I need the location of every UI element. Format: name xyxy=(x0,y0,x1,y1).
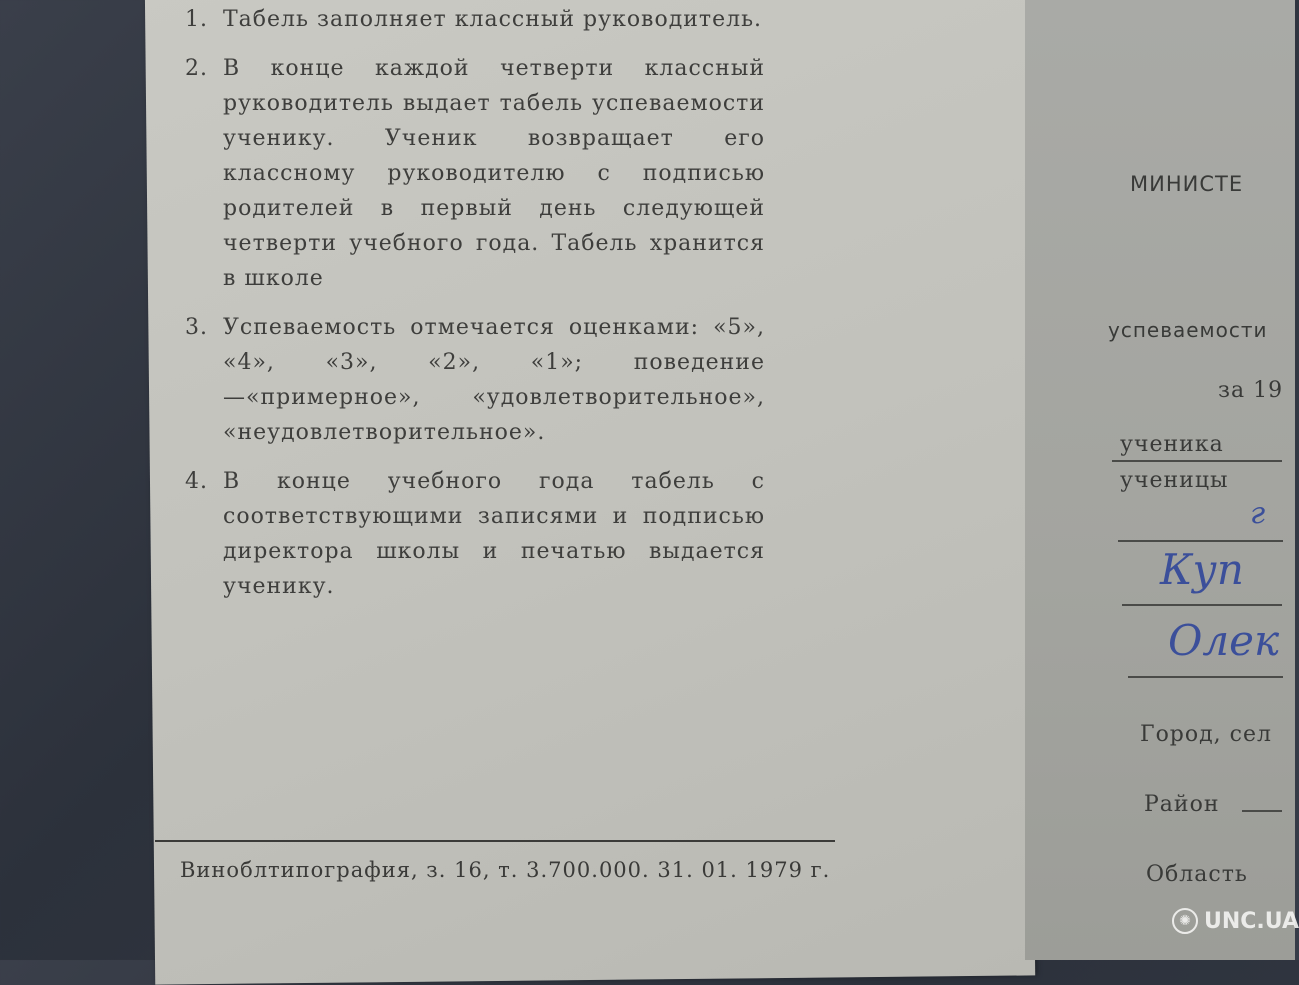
rule-text: Табель заполняет классный руководитель. xyxy=(223,7,763,32)
rule-text: В конце каждой четверти классный руководитель выдает табель успеваемости ученику. Ученик возвращает его классному руководителю с подписью родителей в первый день следующей четверти учебного года. Табель хранится в школе xyxy=(223,56,765,291)
rules-list xyxy=(185,0,765,618)
rule-number: 2. xyxy=(185,56,208,81)
district-label: Район xyxy=(1144,792,1220,817)
region-label: Область xyxy=(1146,862,1248,887)
rule-number: 1. xyxy=(185,7,208,32)
rule-item-3 xyxy=(185,310,765,450)
handwritten-firstname: Олек xyxy=(1168,616,1280,665)
watermark xyxy=(1172,908,1299,934)
handwritten-entry-1: г xyxy=(1250,496,1266,531)
rule-number: 3. xyxy=(185,315,208,340)
student-male-label: ученика xyxy=(1120,432,1224,457)
rule-item-1 xyxy=(185,2,765,37)
student-female-label: ученицы xyxy=(1120,468,1229,493)
watermark-text: UNC.UA xyxy=(1204,908,1299,934)
printer-imprint: Виноблтипография, з. 16, т. 3.700.000. 31. 01. 1979 г. xyxy=(180,858,831,882)
performance-label: успеваемости xyxy=(1108,318,1268,342)
year-label: за 19 xyxy=(1218,378,1284,403)
student-line xyxy=(1112,460,1282,462)
coin-logo-icon: ✺ xyxy=(1172,908,1198,934)
rule-text: В конце учебного года табель с соответствующими записями и подписью директора школы и печатью выдается ученику. xyxy=(223,469,765,599)
district-line xyxy=(1242,810,1282,812)
name-line-3 xyxy=(1128,676,1283,678)
rule-item-4 xyxy=(185,464,765,604)
handwritten-surname: Куп xyxy=(1160,545,1244,594)
ministry-heading: МИНИСТЕ xyxy=(1130,172,1244,196)
city-label: Город, сел xyxy=(1140,722,1272,747)
imprint-divider xyxy=(155,840,835,842)
name-line-2 xyxy=(1122,604,1282,606)
rule-item-2 xyxy=(185,51,765,296)
rule-number: 4. xyxy=(185,469,208,494)
name-line-1 xyxy=(1118,540,1283,542)
rule-text: Успеваемость отмечается оценками: «5», «4», «3», «2», «1»; поведение—«примерное», «удовлетворительное», «неудовлетворительное». xyxy=(223,315,765,445)
